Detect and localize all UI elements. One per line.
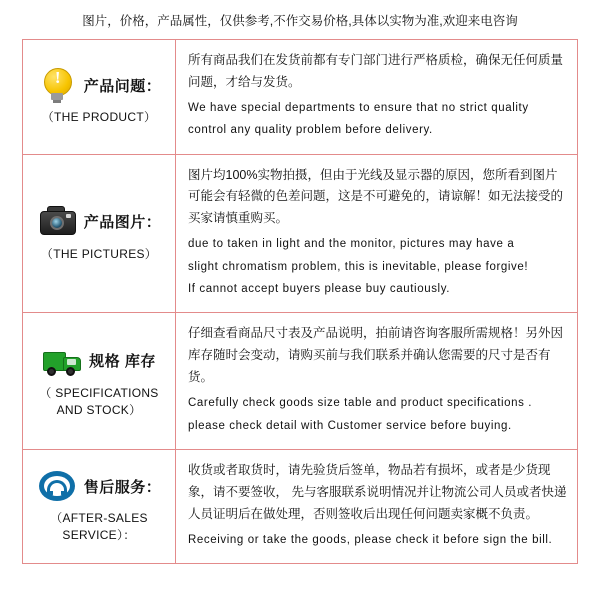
row-label-cell xyxy=(23,449,176,563)
row-content-cell xyxy=(176,154,578,313)
row-body-en: We have special departments to ensure that no strict quality control any quality problem before delivery. xyxy=(188,101,529,137)
row-body-en: Receiving or take the goods, please check it before sign the bill. xyxy=(188,533,553,546)
camera-icon xyxy=(37,202,77,242)
row-content-cell xyxy=(176,313,578,449)
row-label-cell xyxy=(23,313,176,449)
row-body-en: due to taken in light and the monitor, pictures may have a slight chromatism problem, this is inevitable, please forgive! If cannot accept buyers please buy cautiously. xyxy=(188,238,529,296)
row-body-en: Carefully check goods size table and product specifications . please check detail with Customer service before buying. xyxy=(188,397,533,432)
row-body-cn: 仔细查看商品尺寸表及产品说明，拍前请咨询客服所需规格！另外因库存随时会变动，请购买前与我们联系并确认您需要的尺寸是否有货。 xyxy=(188,326,564,385)
row-content-cell xyxy=(176,449,578,563)
table-row xyxy=(23,313,578,449)
row-label-cell xyxy=(23,40,176,155)
row-content-cell xyxy=(176,40,578,155)
row-label-cell xyxy=(23,154,176,313)
top-notice: 图片，价格，产品属性，仅供参考,不作交易价格,具体以实物为准,欢迎来电咨询 xyxy=(82,14,518,28)
row-title-cn: 产品图片： xyxy=(83,214,162,232)
row-title-en: （ SPECIFICATIONS AND STOCK） xyxy=(39,385,159,418)
table-row xyxy=(23,154,578,313)
row-title-en: （AFTER-SALES SERVICE）： xyxy=(50,511,148,543)
row-title-en: （THE PICTURES） xyxy=(40,246,158,261)
row-body-cn: 所有商品我们在发货前都有专门部门进行严格质检，确保无任何质量问题，才给与发货。 xyxy=(188,53,564,89)
row-body-cn: 图片均100%实物拍摄，但由于光线及显示器的原因，您所看到图片可能会有轻微的色差问题，这是不可避免的，请谅解！如无法接受的买家请慎重购买。 xyxy=(188,167,564,226)
table-row xyxy=(23,40,578,155)
delivery-truck-icon xyxy=(42,341,82,381)
row-body-cn: 收货或者取货时，请先验货后签单，物品若有损坏，或者是少货现象，请不要签收， 先与客服联系说明情况并让物流公司人员或者快递人员证明后在做处理，否则签收后出现任何问题卖家概不负责。 xyxy=(188,462,567,521)
table-row xyxy=(23,449,578,563)
row-title-cn: 产品问题： xyxy=(83,77,162,95)
row-title-cn: 售后服务： xyxy=(83,478,162,496)
row-title-cn: 规格 库存 xyxy=(89,353,156,371)
telephone-icon xyxy=(37,466,77,506)
row-title-en: （THE PRODUCT） xyxy=(41,110,157,125)
lightbulb-exclamation-icon xyxy=(37,65,77,105)
policy-table xyxy=(22,39,578,564)
